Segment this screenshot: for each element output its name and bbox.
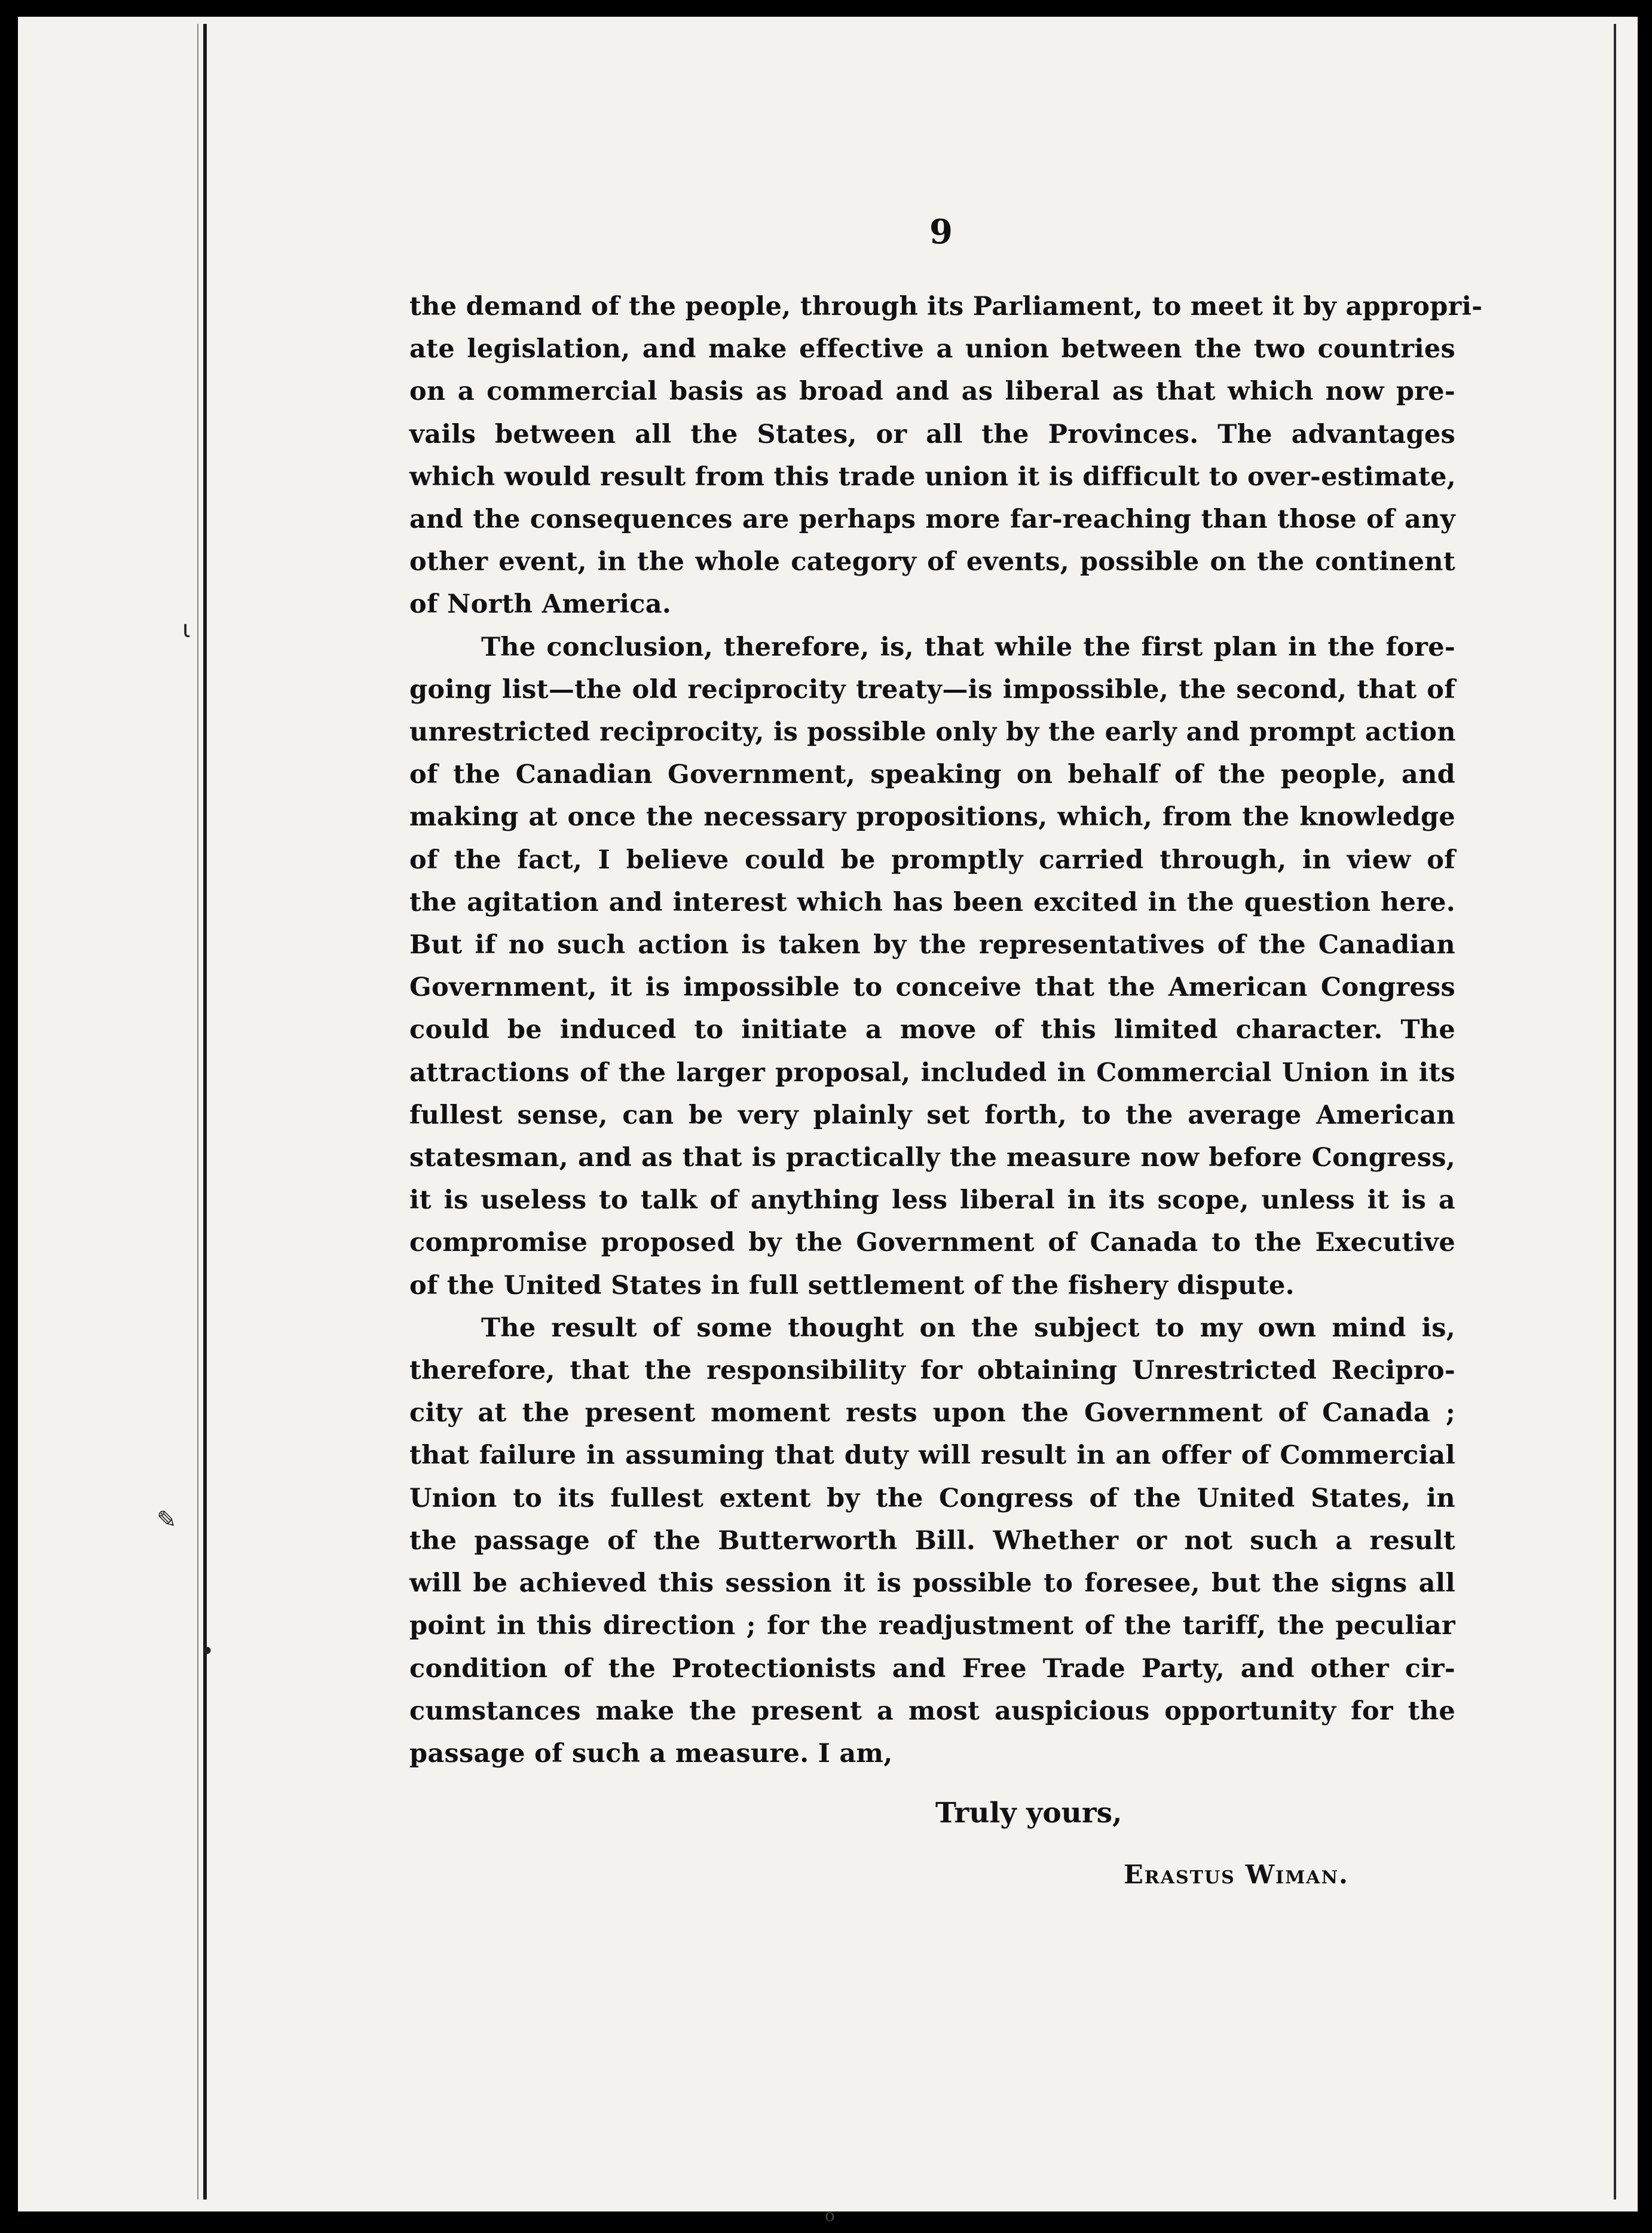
text-line: therefore, that the responsibility for obtaining Unrestricted Recipro- — [409, 1356, 1455, 1386]
closing-salutation: Truly yours, — [935, 1797, 1122, 1830]
text-line: could be induced to initiate a move of this limited character. The — [409, 1015, 1455, 1045]
text-line: of the Canadian Government, speaking on behalf of the people, and — [409, 760, 1455, 790]
text-line: unrestricted reciprocity, is possible only by the early and prompt action — [409, 717, 1456, 748]
text-line: attractions of the larger proposal, included in Commercial Union in its — [409, 1057, 1455, 1088]
body-text — [409, 286, 1483, 1775]
margin-mark: • — [200, 1638, 215, 1665]
text-line: other event, in the whole category of events, possible on the continent — [409, 547, 1455, 577]
scan-border-left — [0, 0, 18, 2233]
binding-gutter-line — [203, 24, 207, 2200]
text-line: the demand of the people, through its Parliament, to meet it by appropri- — [409, 292, 1483, 322]
text-line: on a commercial basis as broad and as liberal as that which now pre- — [409, 377, 1455, 407]
text-line: will be achieved this session it is possible to foresee, but the signs all — [409, 1568, 1455, 1599]
scan-border-top — [0, 0, 1652, 17]
text-line: of North America. — [409, 589, 672, 620]
text-line: which would result from this trade union it is difficult to over-estimate, — [409, 461, 1457, 492]
page-number: 9 — [929, 212, 953, 252]
text-line: ate legislation, and make effective a union between the two countries — [409, 334, 1455, 365]
text-line: compromise proposed by the Government of Canada to the Executive — [409, 1228, 1455, 1258]
text-line: of the fact, I believe could be promptly carried through, in view of — [409, 845, 1455, 875]
scan-border-right — [1638, 0, 1652, 2233]
text-line: fullest sense, can be very plainly set forth, to the average American — [409, 1100, 1455, 1130]
text-line: point in this direction ; for the readjustment of the tariff, the peculiar — [409, 1611, 1455, 1641]
text-line: and the consequences are perhaps more far-reaching than those of any — [409, 504, 1455, 535]
text-line: going list—the old reciprocity treaty—is impossible, the second, that of — [409, 674, 1455, 705]
text-line: of the United States in full settlement of the fishery dispute. — [409, 1270, 1295, 1301]
scan-artifact-mark: o — [825, 2206, 835, 2225]
signature: Erastus Wiman. — [1124, 1860, 1349, 1890]
text-line: The result of some thought on the subject to my own mind is, — [481, 1313, 1455, 1343]
margin-mark: ✎ — [157, 1506, 177, 1534]
text-line: passage of such a measure. I am, — [409, 1738, 893, 1769]
text-line: the agitation and interest which has been excited in the question here. — [409, 887, 1455, 917]
text-line: that failure in assuming that duty will result in an offer of Commercial — [409, 1440, 1455, 1471]
binding-gutter-shadow — [197, 24, 198, 2200]
text-line: statesman, and as that is practically the measure now before Congress, — [409, 1143, 1455, 1173]
text-line: vails between all the States, or all the Provinces. The advantages — [409, 419, 1455, 449]
text-line: Government, it is impossible to conceive that the American Congress — [409, 972, 1455, 1003]
text-line: making at once the necessary propositions, which, from the knowledge — [409, 802, 1455, 833]
text-line: The conclusion, therefore, is, that while the first plan in the fore- — [481, 632, 1455, 662]
text-line: Union to its fullest extent by the Congress of the United States, in — [409, 1483, 1455, 1513]
text-line: the passage of the Butterworth Bill. Whether or not such a result — [409, 1525, 1455, 1556]
text-line: city at the present moment rests upon the Government of Canada ; — [409, 1398, 1455, 1428]
text-line: But if no such action is taken by the representatives of the Canadian — [409, 930, 1455, 961]
text-line: condition of the Protectionists and Free Trade Party, and other cir- — [409, 1653, 1455, 1684]
text-line: cumstances make the present a most auspicious opportunity for the — [409, 1696, 1455, 1726]
page-edge-line — [1614, 24, 1616, 2200]
text-line: it is useless to talk of anything less liberal in its scope, unless it is a — [409, 1185, 1455, 1216]
margin-mark: ι — [182, 616, 191, 643]
